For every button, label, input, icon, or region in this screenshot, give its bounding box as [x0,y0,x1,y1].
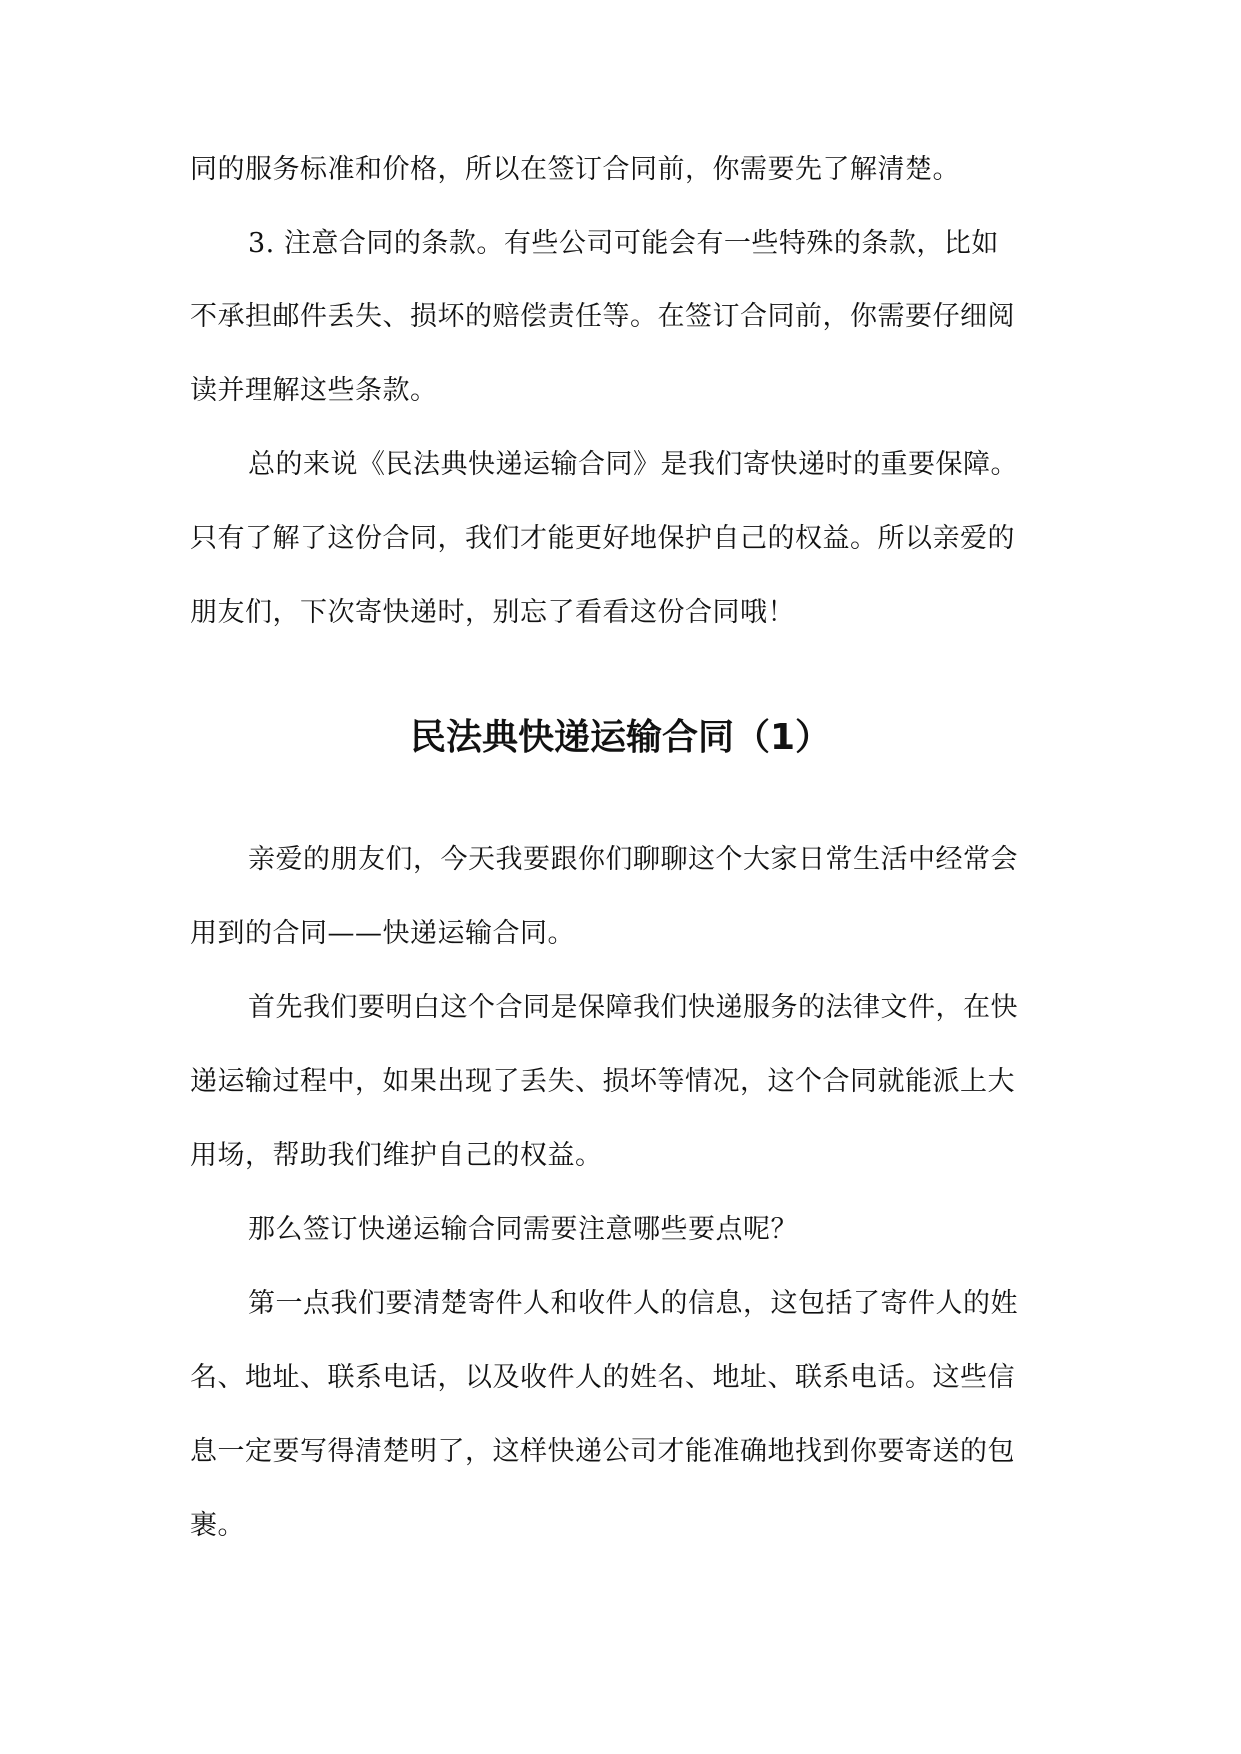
paragraph-line: 用场，帮助我们维护自己的权益。 [190,1140,603,1171]
paragraph-line: 息一定要写得清楚明了，这样快递公司才能准确地找到你要寄送的包 [190,1436,1015,1467]
paragraph-line: 不承担邮件丢失、损坏的赔偿责任等。在签订合同前，你需要仔细阅 [190,301,1015,332]
paragraph-line: 朋友们，下次寄快递时，别忘了看看这份合同哦！ [190,597,795,628]
paragraph-line: 第一点我们要清楚寄件人和收件人的信息，这包括了寄件人的姓 [248,1288,1018,1319]
paragraph-line: 同的服务标准和价格，所以在签订合同前，你需要先了解清楚。 [190,154,960,185]
paragraph-line: 递运输过程中，如果出现了丢失、损坏等情况，这个合同就能派上大 [190,1066,1015,1097]
paragraph-line: 那么签订快递运输合同需要注意哪些要点呢？ [248,1214,798,1245]
paragraph-line: 读并理解这些条款。 [190,375,438,406]
paragraph-line: 首先我们要明白这个合同是保障我们快递服务的法律文件，在快 [248,992,1018,1023]
paragraph-line: 3. 注意合同的条款。有些公司可能会有一些特殊的条款，比如 [248,228,999,259]
paragraph-line: 总的来说《民法典快递运输合同》是我们寄快递时的重要保障。 [248,449,1018,480]
section-title: 民法典快递运输合同（1） [409,717,832,758]
paragraph-line: 用到的合同——快递运输合同。 [190,918,575,949]
paragraph-line: 裹。 [190,1510,245,1541]
paragraph-line: 名、地址、联系电话，以及收件人的姓名、地址、联系电话。这些信 [190,1362,1015,1393]
paragraph-line: 亲爱的朋友们，今天我要跟你们聊聊这个大家日常生活中经常会 [248,844,1018,875]
paragraph-line: 只有了解了这份合同，我们才能更好地保护自己的权益。所以亲爱的 [190,523,1015,554]
